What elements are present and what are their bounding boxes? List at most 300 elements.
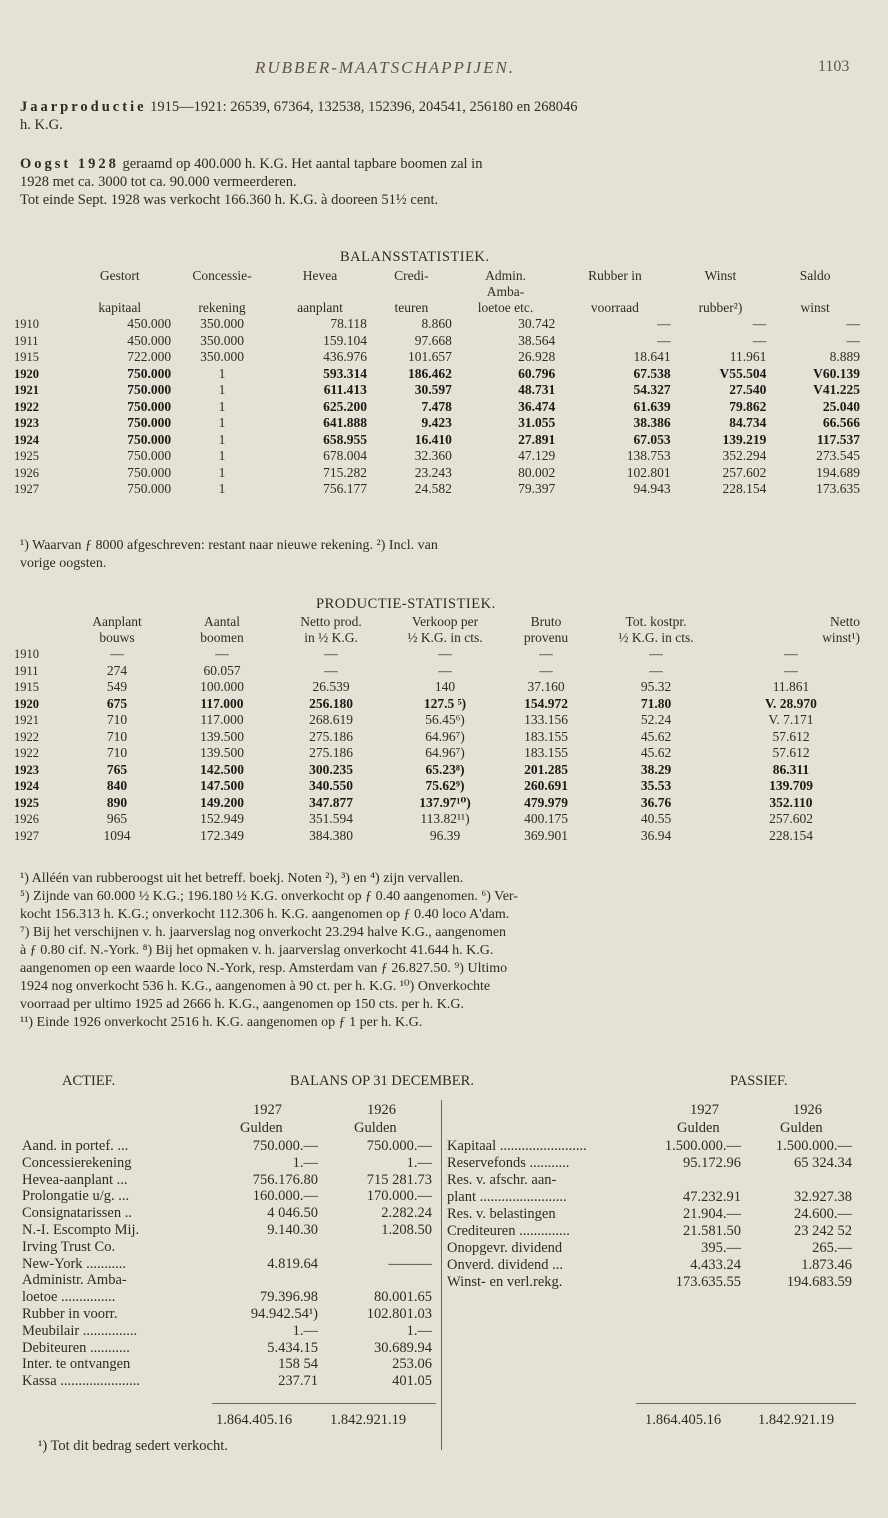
footnote-line: ¹¹) Einde 1926 onverkocht 2516 h. K.G. aangenomen op ƒ 1 per h. K.G.: [20, 1015, 423, 1030]
passief-value-1927: 395.—: [701, 1240, 741, 1256]
col-header: aanplant: [297, 300, 343, 315]
table-row: [12, 481, 862, 498]
table-cell: 30.597: [414, 382, 452, 397]
table-cell: —: [784, 662, 798, 678]
table-cell: 102.801: [626, 464, 671, 480]
table-cell: 96.39: [429, 827, 461, 843]
col-header: Credi-: [394, 268, 429, 283]
actief-value-1926: 750.000.—: [366, 1138, 432, 1154]
table-row: [12, 795, 862, 812]
table-cell: 1: [218, 382, 226, 397]
header-row: [12, 284, 862, 300]
row-year: 1910: [14, 647, 39, 661]
table-cell: 750.000: [127, 415, 172, 430]
row-year: 1923: [14, 416, 39, 430]
table-cell: 384.380: [309, 827, 353, 843]
passief-value-1927: 1.500.000.—: [664, 1138, 741, 1154]
table-cell: 186.462: [407, 365, 452, 381]
actief-value-1926: 170.000.—: [366, 1188, 432, 1205]
table-cell: 138.753: [626, 448, 671, 463]
col-header: winst: [800, 300, 830, 315]
table-row: [12, 432, 862, 449]
table-cell: 750.000: [127, 431, 172, 447]
table-cell: 710: [106, 745, 128, 760]
footnote-line: ⁷) Bij het verschijnen v. h. jaarverslag nog onverkocht 23.294 halve K.G., aangenomen: [20, 925, 507, 940]
col-header: teuren: [394, 300, 429, 315]
table-cell: 9.423: [421, 415, 452, 430]
table-row: [12, 712, 862, 729]
table-cell: 95.32: [640, 679, 672, 694]
passief-value-1927: 21.904.—: [683, 1206, 741, 1222]
table-cell: 86.311: [772, 761, 810, 777]
table-cell: —: [215, 646, 229, 661]
table-row: [12, 415, 862, 432]
col-header: Netto prod.: [300, 614, 362, 629]
col-header: Amba-: [486, 284, 525, 299]
row-year: 1927: [14, 828, 39, 843]
row-year: 1923: [14, 762, 39, 777]
table-cell: —: [438, 662, 452, 678]
table-cell: 257.602: [722, 464, 767, 480]
table-cell: 256.180: [309, 695, 353, 711]
col-header: Tot. kostpr.: [625, 614, 687, 629]
actief-value-1927: 9.140.30: [267, 1222, 318, 1238]
actief-value-1927: 4 046.50: [267, 1205, 318, 1222]
row-year: 1915: [14, 350, 39, 364]
col-header: Aantal: [204, 614, 240, 629]
passief-label: Res. v. belastingen: [447, 1206, 556, 1222]
table-cell: 352.110: [769, 794, 813, 810]
actief-value-1927: 160.000.—: [252, 1188, 318, 1205]
oogst-line3: Tot einde Sept. 1928 was verkocht 166.360 h. K.G. à dooreen 51½ cent.: [20, 192, 439, 208]
table-cell: 722.000: [127, 349, 172, 364]
table-cell: 750.000: [127, 464, 172, 480]
passief-value-1927: 47.232.91: [683, 1189, 741, 1205]
table-cell: 79.397: [518, 481, 556, 496]
left-total-2: 1.842.921.19: [330, 1412, 407, 1428]
table-cell: 78.118: [330, 316, 367, 331]
actief-value-1927: 756.176.80: [252, 1171, 318, 1188]
passief-value-1927: 173.635.55: [675, 1274, 741, 1290]
table-cell: 117.000: [200, 695, 244, 711]
oogst-label: Oogst 1928: [20, 156, 119, 172]
table-row: [12, 366, 862, 383]
table-cell: 38.29: [640, 761, 672, 777]
actief-label: Prolongatie u/g. ...: [22, 1188, 130, 1205]
table-cell: 64.96⁷): [425, 728, 465, 744]
table-cell: 45.62: [640, 745, 672, 760]
table-cell: 678.004: [323, 448, 367, 463]
actief-value-1926: 715 281.73: [366, 1171, 432, 1188]
col-header: Verkoop per: [411, 614, 479, 629]
table-cell: —: [752, 316, 767, 331]
table-cell: —: [657, 316, 671, 331]
row-year: 1924: [14, 779, 39, 793]
table-row: [12, 382, 862, 399]
table-cell: 201.285: [524, 761, 568, 777]
table-cell: 8.889: [829, 349, 860, 364]
table-cell: V55.504: [719, 365, 767, 381]
table-cell: 675: [106, 695, 128, 711]
table-cell: V. 7.171: [768, 712, 814, 727]
table-cell: 194.689: [816, 464, 860, 480]
table-cell: 142.500: [200, 761, 244, 777]
actief-value-1927: 5.434.15: [267, 1339, 318, 1356]
row-year: 1920: [14, 696, 39, 711]
table-cell: 139.500: [200, 745, 244, 760]
table-cell: —: [539, 662, 553, 678]
table-row: [12, 465, 862, 482]
table-cell: 127.5 ⁵): [423, 695, 467, 711]
table-cell: 38.386: [633, 415, 671, 430]
table-row: [12, 745, 862, 762]
table-cell: 275.186: [309, 745, 353, 760]
table-row: [12, 646, 862, 663]
col-header: provenu: [523, 630, 569, 645]
actief-label: Inter. te ontvangen: [22, 1356, 131, 1373]
col-header: bouws: [99, 630, 135, 645]
table-cell: 140: [434, 679, 456, 694]
table-cell: 275.186: [309, 728, 353, 744]
table-cell: 750.000: [127, 398, 172, 414]
col-header: Aanplant: [92, 614, 142, 629]
row-year: 1911: [14, 333, 39, 348]
footnote-line: voorraad per ultimo 1925 ad 2666 h. K.G., aangenomen op 150 cts. per h. K.G.: [20, 997, 465, 1012]
table-cell: 64.96⁷): [425, 745, 465, 760]
table-cell: 159.104: [323, 332, 367, 348]
table-cell: 31.055: [518, 415, 556, 430]
table-cell: 26.539: [312, 679, 350, 694]
table-cell: 351.594: [309, 811, 353, 826]
row-year: 1926: [14, 465, 39, 480]
row-year: 1925: [14, 449, 39, 463]
row-year: 1924: [14, 432, 39, 447]
actief-value-1926: 102.801.03: [366, 1306, 432, 1322]
table-cell: 765: [106, 761, 128, 777]
oogst-line1: [20, 156, 482, 173]
table-cell: —: [649, 646, 663, 661]
balansstatistiek-table: [12, 268, 862, 498]
table-cell: 173.635: [816, 481, 860, 496]
actief-label: Rubber in voorr.: [22, 1306, 118, 1322]
table-cell: 228.154: [722, 481, 767, 496]
col-header: winst¹): [822, 630, 860, 645]
table-cell: 25.040: [822, 398, 860, 414]
table-cell: 300.235: [309, 761, 353, 777]
table-cell: 36.474: [518, 398, 556, 414]
table-cell: 149.200: [200, 794, 244, 810]
actief-value-1927: 237.71: [278, 1373, 318, 1390]
table-cell: 101.657: [407, 349, 452, 364]
table-row: [12, 696, 862, 713]
table-cell: 350.000: [200, 332, 244, 348]
table-cell: 260.691: [524, 778, 568, 793]
header-row: [12, 614, 862, 630]
jaarproductie-line2: h. K.G.: [20, 117, 63, 133]
table-cell: 80.002: [518, 464, 556, 480]
footnote-line: à ƒ 0.80 cif. N.-York. ⁸) Bij het opmaken v. h. jaarverslag onverkocht 41.644 h. K.G.: [20, 943, 494, 958]
table-cell: 60.796: [518, 365, 556, 381]
actief-value-1927: 158 54: [278, 1356, 318, 1373]
table-cell: 450.000: [127, 316, 172, 331]
actief-value-1926: 401.05: [392, 1373, 432, 1390]
balansstatistiek-footnote-1: ¹) Waarvan ƒ 8000 afgeschreven: restant naar nieuwe rekening. ²) Incl. van: [20, 538, 438, 553]
table-cell: 139.219: [722, 431, 767, 447]
table-cell: 11.861: [772, 679, 810, 694]
table-row: [12, 316, 862, 333]
table-cell: 54.327: [633, 382, 671, 397]
table-cell: 228.154: [769, 827, 813, 843]
col-header: loetoe etc.: [477, 300, 534, 315]
row-year: 1921: [14, 713, 39, 727]
table-cell: 139.709: [769, 778, 813, 793]
table-cell: 756.177: [323, 481, 367, 496]
left-unit-1: Gulden: [240, 1120, 283, 1136]
table-cell: 257.602: [769, 811, 813, 826]
actief-value-1926: 30.689.94: [374, 1339, 432, 1356]
table-cell: 1: [218, 481, 226, 496]
table-cell: 593.314: [323, 365, 367, 381]
right-year-2: 1926: [793, 1102, 822, 1118]
actief-value-1927: 750.000.—: [252, 1138, 318, 1154]
row-year: 1926: [14, 812, 39, 826]
actief-label: New-York ...........: [22, 1255, 127, 1272]
table-cell: 24.582: [414, 481, 452, 496]
right-total-1: 1.864.405.16: [645, 1412, 722, 1428]
passief-value-1927: 4.433.24: [690, 1257, 741, 1273]
table-cell: 172.349: [200, 827, 244, 843]
table-row: [12, 811, 862, 828]
passief-value-1926: 32.927.38: [794, 1189, 852, 1205]
table-cell: —: [324, 662, 338, 678]
page-number: 1103: [818, 58, 850, 75]
table-cell: 641.888: [323, 415, 367, 430]
table-cell: —: [324, 646, 338, 661]
passief-value-1926: 265.—: [812, 1240, 852, 1256]
actief-value-1926: ———: [388, 1255, 432, 1272]
table-cell: 30.742: [518, 316, 556, 331]
footnote-line: kocht 156.313 h. K.G.; onverkocht 112.306 h. K.G. aangenomen op ƒ 0.40 loco A'dam.: [20, 907, 510, 922]
table-cell: 36.94: [640, 827, 672, 843]
col-header: Netto: [830, 614, 860, 629]
col-header: Gestort: [99, 268, 140, 283]
center-rule: [441, 1100, 442, 1450]
productiestatistiek-title: PRODUCTIE-STATISTIEK.: [316, 596, 496, 612]
table-cell: 67.053: [633, 431, 671, 447]
table-cell: —: [438, 646, 452, 661]
table-cell: 750.000: [127, 365, 172, 381]
table-cell: 1: [218, 415, 226, 430]
row-year: 1920: [14, 366, 39, 381]
table-cell: —: [539, 646, 553, 661]
table-cell: 715.282: [323, 464, 367, 480]
table-cell: —: [657, 332, 671, 348]
table-cell: 97.668: [414, 332, 452, 348]
table-cell: 154.972: [524, 695, 568, 711]
table-row: [12, 778, 862, 795]
table-cell: 66.566: [822, 415, 860, 430]
table-cell: 658.955: [323, 431, 367, 447]
jaarproductie-label: Jaarproductie: [20, 99, 147, 115]
table-cell: 52.24: [640, 712, 672, 727]
table-cell: 436.976: [323, 349, 367, 364]
balansstatistiek-footnote-2: vorige oogsten.: [20, 556, 107, 571]
left-year-1: 1927: [253, 1102, 282, 1118]
passief-label: Reservefonds ...........: [447, 1155, 570, 1171]
table-cell: 117.537: [816, 431, 860, 447]
table-cell: 38.564: [518, 332, 556, 348]
table-row: [12, 762, 862, 779]
table-cell: 710: [106, 728, 128, 744]
passief-value-1927: 95.172.96: [683, 1155, 741, 1171]
passief-value-1926: 65 324.34: [794, 1155, 852, 1171]
right-total-rule: [636, 1403, 856, 1404]
table-row: [12, 679, 862, 696]
actief-label: Concessierekening: [22, 1154, 132, 1171]
actief-label: loetoe ...............: [22, 1289, 116, 1306]
col-header: Bruto: [530, 614, 562, 629]
actief-value-1927: 4.819.64: [267, 1255, 318, 1272]
table-cell: 965: [106, 811, 128, 826]
footnote-line: aangenomen op een waarde loco N.-York, resp. Amsterdam van ƒ 26.827.50. ⁹) Ultimo: [20, 961, 508, 976]
productiestatistiek-footnotes: [20, 870, 518, 1032]
table-cell: 36.76: [640, 794, 672, 810]
table-cell: 1: [218, 398, 226, 414]
table-cell: 84.734: [729, 415, 767, 430]
actief-label: Irving Trust Co.: [22, 1238, 116, 1255]
table-row: [12, 663, 862, 680]
table-row: [12, 399, 862, 416]
col-header: rekening: [198, 300, 246, 315]
table-cell: 710: [106, 712, 128, 727]
table-cell: 625.200: [323, 398, 367, 414]
col-header: ½ K.G. in cts.: [618, 630, 694, 645]
table-cell: 139.500: [200, 728, 244, 744]
balans-title: BALANS OP 31 DECEMBER.: [290, 1073, 474, 1089]
header-row: [12, 630, 862, 646]
actief-label: Aand. in portef. ...: [22, 1138, 129, 1154]
left-year-2: 1926: [367, 1102, 396, 1118]
table-cell: 47.129: [518, 448, 556, 463]
col-header: kapitaal: [98, 300, 142, 315]
actief-value-1927: 94.942.54¹): [250, 1306, 318, 1322]
jaarproductie-line: [20, 99, 578, 116]
col-header: ½ K.G. in cts.: [407, 630, 483, 645]
table-cell: 1: [218, 448, 226, 463]
actief-value-1926: 80.001.65: [374, 1289, 432, 1306]
table-cell: 183.155: [524, 745, 568, 760]
passief-label: Winst- en verl.rekg.: [447, 1274, 563, 1290]
row-year: 1910: [14, 317, 39, 331]
row-year: 1922: [14, 399, 39, 414]
table-cell: V41.225: [813, 382, 860, 397]
table-cell: 400.175: [524, 811, 568, 826]
table-cell: 479.979: [524, 794, 568, 810]
row-year: 1911: [14, 663, 39, 678]
actief-label: Administr. Amba-: [22, 1272, 127, 1289]
row-year: 1921: [14, 383, 39, 397]
passief-label: Onverd. dividend ...: [447, 1257, 563, 1273]
table-cell: —: [784, 646, 798, 661]
footnote-line: ⁵) Zijnde van 60.000 ½ K.G.; 196.180 ½ K.G. onverkocht op ƒ 0.40 aangenomen. ⁶) Ver-: [20, 889, 518, 904]
table-cell: 750.000: [127, 382, 172, 397]
table-row: [12, 349, 862, 366]
table-cell: V. 28.970: [765, 695, 817, 711]
jaarproductie-text: 1915—1921: 26539, 67364, 132538, 152396, 204541, 256180 en 268046: [150, 99, 578, 115]
actief-label: N.-I. Escompto Mij.: [22, 1222, 140, 1238]
passief-value-1926: 23 242 52: [794, 1223, 852, 1239]
table-cell: 1: [218, 365, 226, 381]
table-cell: 1: [218, 431, 226, 447]
actief-value-1926: 253.06: [392, 1356, 432, 1373]
row-year: 1927: [14, 482, 39, 496]
footnote-line: ¹) Alléén van rubberoogst uit het betreff. boekj. Noten ²), ³) en ⁴) zijn vervallen.: [20, 871, 464, 886]
footnote-line: 1924 nog onverkocht 536 h. K.G., aangenomen à 90 ct. per h. K.G. ¹⁰) Onverkochte: [20, 979, 491, 994]
table-cell: V60.139: [813, 365, 860, 381]
col-header: Winst: [704, 268, 737, 283]
table-cell: 890: [106, 794, 128, 810]
passief-label: Onopgevr. dividend: [447, 1240, 563, 1256]
table-cell: 26.928: [518, 349, 556, 364]
left-unit-2: Gulden: [354, 1120, 397, 1136]
table-cell: —: [846, 316, 860, 331]
balans-footnote: ¹) Tot dit bedrag sedert verkocht.: [38, 1438, 228, 1454]
table-cell: 274: [106, 662, 128, 678]
table-cell: 57.612: [772, 728, 810, 744]
actief-label: Hevea-aanplant ...: [22, 1171, 128, 1188]
passief-label: Kapitaal ........................: [447, 1138, 587, 1154]
row-year: 1915: [14, 680, 39, 694]
table-cell: 117.000: [200, 712, 244, 727]
actief-label: Debiteuren ...........: [22, 1339, 130, 1356]
col-header: in ½ K.G.: [304, 630, 358, 645]
col-header: rubber²): [698, 300, 743, 315]
passief-value-1926: 1.500.000.—: [775, 1138, 852, 1154]
table-cell: 32.360: [414, 448, 452, 463]
table-cell: 27.540: [729, 382, 767, 397]
actief-value-1926: 1.—: [406, 1154, 432, 1171]
table-cell: 840: [106, 778, 128, 793]
actief-value-1926: 2.282.24: [381, 1205, 432, 1222]
table-cell: 45.62: [640, 728, 672, 744]
table-row: [12, 729, 862, 746]
table-cell: 57.612: [772, 745, 810, 760]
table-cell: 60.057: [203, 662, 241, 678]
left-total-1: 1.864.405.16: [216, 1412, 293, 1428]
running-title: RUBBER-MAATSCHAPPIJEN.: [255, 58, 516, 77]
productiestatistiek-table: [12, 614, 862, 844]
col-header: voorraad: [590, 300, 639, 315]
table-cell: 23.243: [414, 464, 452, 480]
header-row: [12, 268, 862, 284]
table-cell: —: [752, 332, 767, 348]
table-cell: 37.160: [527, 679, 565, 694]
table-cell: 56.45⁶): [425, 712, 465, 727]
table-cell: 137.97¹⁰): [419, 794, 471, 810]
table-cell: 65.23⁸): [425, 761, 465, 777]
table-row: [12, 333, 862, 350]
row-year: 1925: [14, 795, 39, 810]
table-cell: 183.155: [524, 728, 568, 744]
table-cell: —: [649, 662, 663, 678]
actief-label: Kassa ......................: [22, 1373, 141, 1390]
table-cell: 152.949: [200, 811, 244, 826]
col-header: Rubber in: [588, 268, 642, 283]
passief-value-1926: 24.600.—: [794, 1206, 852, 1222]
table-cell: 350.000: [200, 349, 244, 364]
left-total-rule: [212, 1403, 436, 1404]
table-cell: —: [846, 332, 860, 348]
